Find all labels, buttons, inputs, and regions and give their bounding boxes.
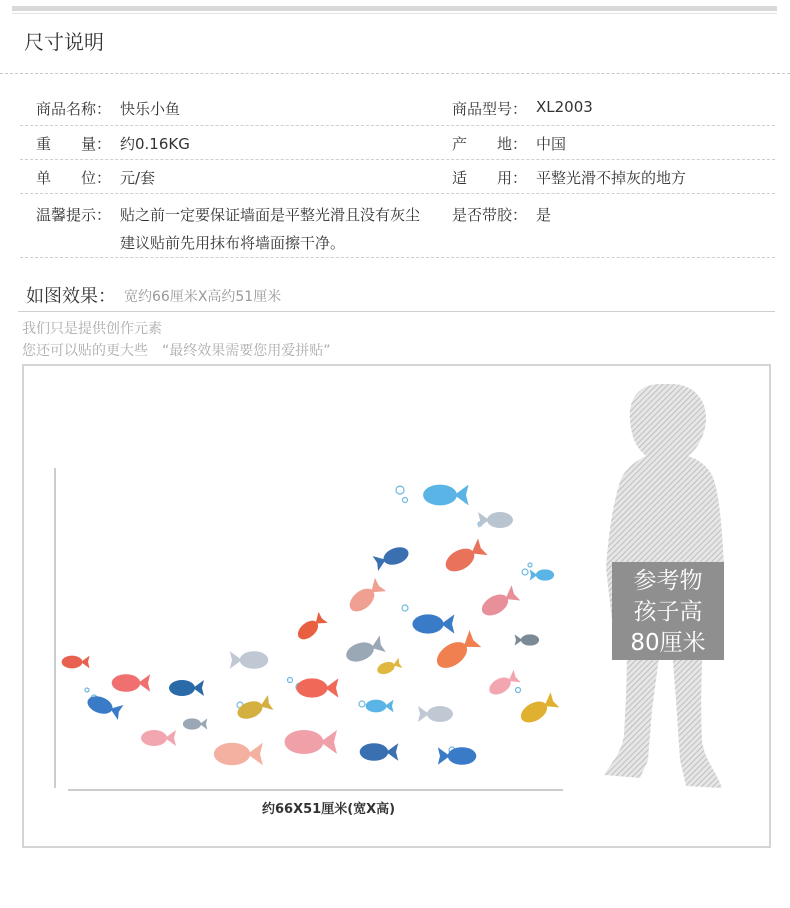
fish-icon xyxy=(486,670,520,698)
fish-icon xyxy=(515,634,540,645)
fish-icon xyxy=(285,730,338,754)
fish-icon xyxy=(345,578,386,616)
spec-label: 重 量： xyxy=(36,135,112,153)
spec-label: 产 地： xyxy=(452,135,528,153)
spec-value: 元/套 xyxy=(120,169,156,187)
fish-icon xyxy=(360,743,399,761)
reference-line-2: 孩子高 xyxy=(633,599,703,625)
spec-value: 是 xyxy=(536,206,552,224)
fish-icon xyxy=(296,678,338,697)
spec-value: 贴之前一定要保证墙面是平整光滑且没有灰尘 xyxy=(120,206,421,224)
fish-icon xyxy=(432,630,481,673)
spec-value: 约0.16KG xyxy=(120,135,190,153)
fish-icon xyxy=(141,730,176,746)
spec-value: 快乐小鱼 xyxy=(120,100,181,118)
reference-line-3: 80厘米 xyxy=(630,630,706,656)
spec-label: 商品型号： xyxy=(452,100,528,118)
reference-label xyxy=(612,562,724,660)
fish-icon xyxy=(478,512,513,528)
fish-icon xyxy=(62,656,90,669)
fish-icon xyxy=(169,680,204,696)
fish-icon xyxy=(438,747,477,765)
spec-value: 平整光滑不掉灰的地方 xyxy=(536,169,687,187)
note-line-2: 您还可以贴的更大些 “最终效果需要您用爱拼贴” xyxy=(22,343,331,359)
fish-icon xyxy=(442,538,488,576)
fish-icon xyxy=(344,635,386,665)
spec-label: 是否带胶： xyxy=(452,206,528,224)
size-caption: 约66X51厘米(宽X高) xyxy=(262,802,396,817)
fish-icon xyxy=(412,614,454,633)
fish-icon xyxy=(517,692,559,726)
fish-icon xyxy=(214,743,263,765)
fish-icon xyxy=(478,585,520,619)
fish-icon xyxy=(530,569,555,580)
fish-icon xyxy=(235,695,273,722)
reference-line-1: 参考物 xyxy=(633,568,703,594)
fish-icon xyxy=(418,706,453,722)
spec-label: 适 用： xyxy=(452,169,528,187)
fish-icon xyxy=(366,700,394,713)
bubbles xyxy=(85,486,532,753)
spec-label: 单 位： xyxy=(36,169,112,187)
fish-icon xyxy=(183,718,208,729)
fish-icon xyxy=(373,544,411,571)
spec-value: 建议贴前先用抹布将墙面擦干净。 xyxy=(120,234,346,252)
spec-value: XL2003 xyxy=(536,98,593,116)
effect-title: 如图效果： xyxy=(26,286,116,307)
spec-label: 商品名称： xyxy=(36,100,112,118)
fish-icon xyxy=(376,657,403,676)
spec-value: 中国 xyxy=(536,135,567,153)
effect-size-text: 宽约66厘米X高约51厘米 xyxy=(124,289,282,305)
fish-icon xyxy=(423,485,469,506)
fish-icon xyxy=(230,651,268,669)
fish-icon xyxy=(112,674,151,692)
spec-label: 温馨提示： xyxy=(36,206,112,224)
section-title: 尺寸说明 xyxy=(24,30,104,54)
fish-icon xyxy=(294,612,327,643)
note-line-1: 我们只是提供创作元素 xyxy=(22,321,162,337)
